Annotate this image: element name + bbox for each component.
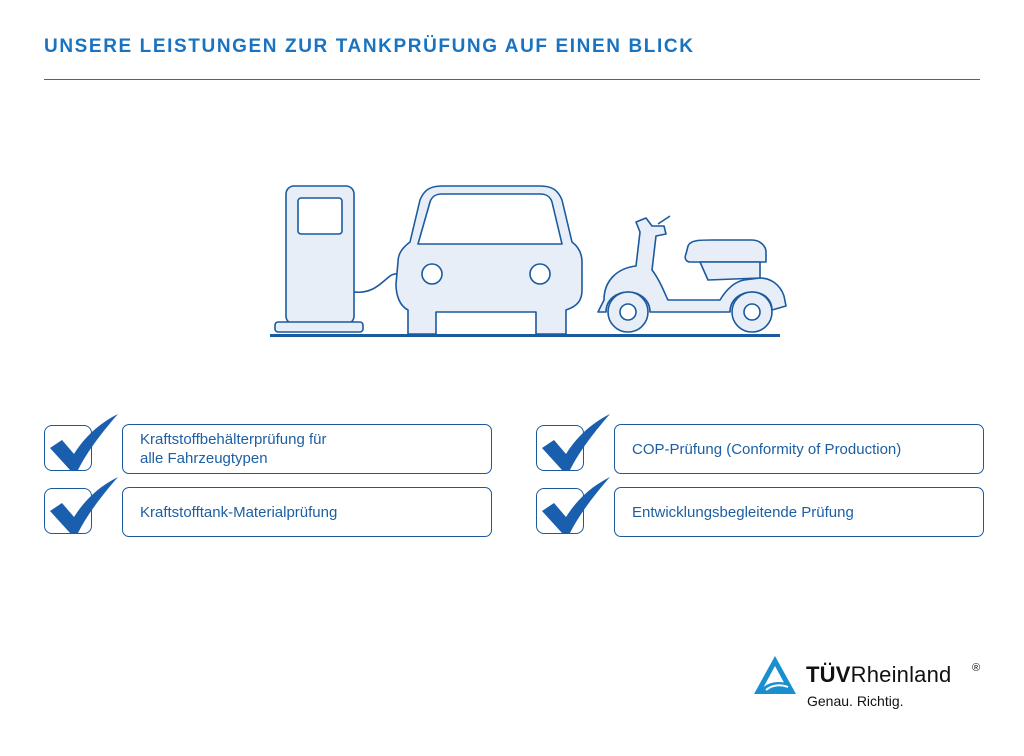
fuel-pump-icon [275,186,406,332]
checkmark-icon [536,410,616,480]
service-label: COP-Prüfung (Conformity of Production) [614,424,984,474]
brand-name: TÜVRheinland [806,662,952,687]
page-title: UNSERE LEISTUNGEN ZUR TANKPRÜFUNG AUF EINEN BLICK [44,36,695,57]
tuv-triangle-icon [752,654,798,696]
service-label: Entwicklungsbegleitende Prüfung [614,487,984,537]
registered-mark: ® [972,662,981,674]
service-label: Kraftstofftank-Materialprüfung [122,487,492,537]
checkmark-icon [536,473,616,543]
brand-claim: Genau. Richtig. [807,693,904,709]
service-label: Kraftstoffbehälterprüfung für alle Fahrzeugtypen [122,424,492,474]
checkmark-icon [44,410,124,480]
car-icon [396,186,582,334]
checkmark-icon [44,473,124,543]
scooter-icon [598,216,786,332]
